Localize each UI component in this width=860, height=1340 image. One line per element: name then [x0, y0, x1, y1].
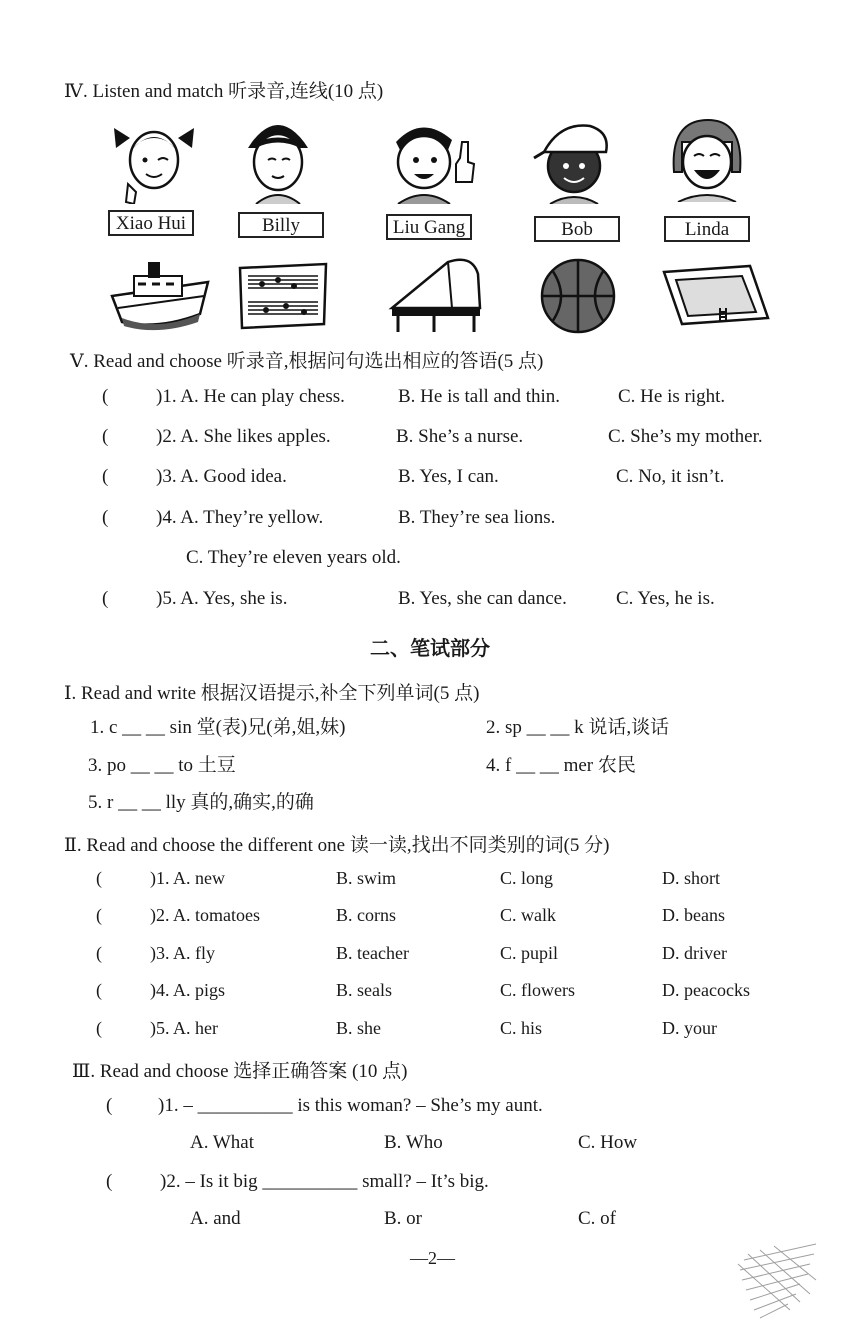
name-label: Xiao Hui [115, 213, 187, 234]
scribble-mark [730, 1240, 826, 1328]
question-option-b: B. Yes, I can. [398, 466, 499, 487]
answer-paren[interactable]: ( [102, 466, 109, 487]
option-a: )3. A. fly [150, 943, 215, 963]
answer-paren[interactable]: ( [102, 426, 109, 447]
section-iii-heading: Ⅲ. Read and choose 选择正确答案 (10 点) [72, 1061, 408, 1082]
option-a: A. and [190, 1208, 241, 1229]
page-number: —2— [410, 1248, 455, 1268]
option-d: D. peacocks [662, 980, 750, 1000]
option-a: )5. A. her [150, 1018, 218, 1038]
question-option-c: C. Yes, he is. [616, 588, 715, 609]
answer-paren[interactable]: ( [102, 507, 109, 528]
option-d: D. your [662, 1018, 717, 1038]
option-c: C. his [500, 1018, 543, 1038]
option-a: )1. A. new [150, 868, 225, 888]
question-option-a: )5. A. Yes, she is. [156, 588, 288, 609]
question-option-b: B. He is tall and thin. [398, 386, 561, 407]
option-b: B. corns [336, 905, 396, 925]
section-v-heading: Ⅴ. Read and choose 听录音,根据问句选出相应的答语(5 点) [70, 351, 544, 372]
boy-cap2-icon [530, 112, 618, 204]
name-box-4[interactable] [534, 216, 620, 242]
option-c: C. flowers [500, 980, 575, 1000]
question-option-a: )4. A. They’re yellow. [156, 507, 324, 528]
option-b: B. or [384, 1208, 422, 1229]
answer-paren[interactable]: ( [106, 1095, 113, 1116]
word-item[interactable]: 2. sp __ __ k 说话,谈话 [486, 717, 670, 738]
answer-paren[interactable]: ( [96, 905, 102, 925]
question-option-b: B. She’s a nurse. [396, 426, 524, 447]
option-a: )4. A. pigs [150, 980, 226, 1000]
section-ii-heading: Ⅱ. Read and choose the different one 读一读,找出不同类别的词(5 分) [64, 835, 610, 856]
option-a: )2. A. tomatoes [150, 905, 260, 925]
section-iv-heading: Ⅳ. Listen and match 听录音,连线(10 点) [64, 81, 384, 102]
name-label: Linda [684, 219, 730, 240]
option-a: A. What [190, 1132, 255, 1153]
name-box-1[interactable] [108, 210, 194, 236]
question-option-c: C. He is right. [618, 386, 726, 407]
question-option-a: )3. A. Good idea. [156, 466, 287, 487]
question-stem: )2. – Is it big __________ small? – It’s big. [160, 1171, 489, 1192]
option-c: C. pupil [500, 943, 559, 963]
option-b: B. swim [336, 868, 397, 888]
question-stem: )1. – __________ is this woman? – She’s my aunt. [158, 1095, 543, 1116]
name-box-2[interactable] [238, 212, 324, 238]
answer-paren[interactable]: ( [96, 943, 102, 963]
question-option-a: )1. A. He can play chess. [156, 386, 345, 407]
option-d: D. driver [662, 943, 727, 963]
option-d: D. beans [662, 905, 725, 925]
question-option-c: C. They’re eleven years old. [186, 547, 401, 568]
answer-paren[interactable]: ( [96, 1018, 102, 1038]
word-item[interactable]: 5. r __ __ lly 真的,确实,的确 [88, 792, 314, 813]
word-item[interactable]: 1. c __ __ sin 堂(表)兄(弟,姐,妹) [90, 717, 346, 738]
answer-paren[interactable]: ( [102, 386, 109, 407]
answer-paren[interactable]: ( [96, 980, 102, 1000]
option-c: C. long [500, 868, 554, 888]
name-label: Billy [261, 215, 300, 236]
option-b: B. Who [384, 1132, 443, 1153]
answer-paren[interactable]: ( [106, 1171, 113, 1192]
question-option-b: B. They’re sea lions. [398, 507, 556, 528]
question-option-c: C. No, it isn’t. [616, 466, 725, 487]
answer-paren[interactable]: ( [102, 588, 109, 609]
answer-paren[interactable]: ( [96, 868, 102, 888]
option-c: C. of [578, 1208, 616, 1229]
option-c: C. How [578, 1132, 638, 1153]
option-d: D. short [662, 868, 720, 888]
option-b: B. seals [336, 980, 392, 1000]
option-c: C. walk [500, 905, 556, 925]
boy-cap-icon [238, 108, 318, 204]
swimming-pool-icon [660, 262, 772, 328]
girl-laughing-icon [664, 112, 750, 202]
word-item[interactable]: 4. f __ __ mer 农民 [486, 755, 636, 776]
ship-icon [108, 256, 214, 332]
name-label: Liu Gang [392, 217, 466, 238]
written-part-title: 二、笔试部分 [370, 638, 490, 660]
option-b: B. teacher [336, 943, 409, 963]
question-option-c: C. She’s my mother. [608, 426, 763, 447]
name-box-3[interactable] [386, 214, 472, 240]
piano-icon [388, 254, 484, 334]
name-label: Bob [561, 219, 593, 240]
section-i-heading: Ⅰ. Read and write 根据汉语提示,补全下列单词(5 点) [64, 683, 480, 704]
question-option-b: B. Yes, she can dance. [398, 588, 567, 609]
word-item[interactable]: 3. po __ __ to 土豆 [88, 755, 236, 776]
option-b: B. she [336, 1018, 381, 1038]
music-score-icon [236, 262, 330, 330]
basketball-icon [534, 258, 622, 336]
question-option-a: )2. A. She likes apples. [156, 426, 331, 447]
name-box-5[interactable] [664, 216, 750, 242]
boy-thumbsup-icon [382, 112, 482, 204]
girl-icon [108, 108, 200, 204]
